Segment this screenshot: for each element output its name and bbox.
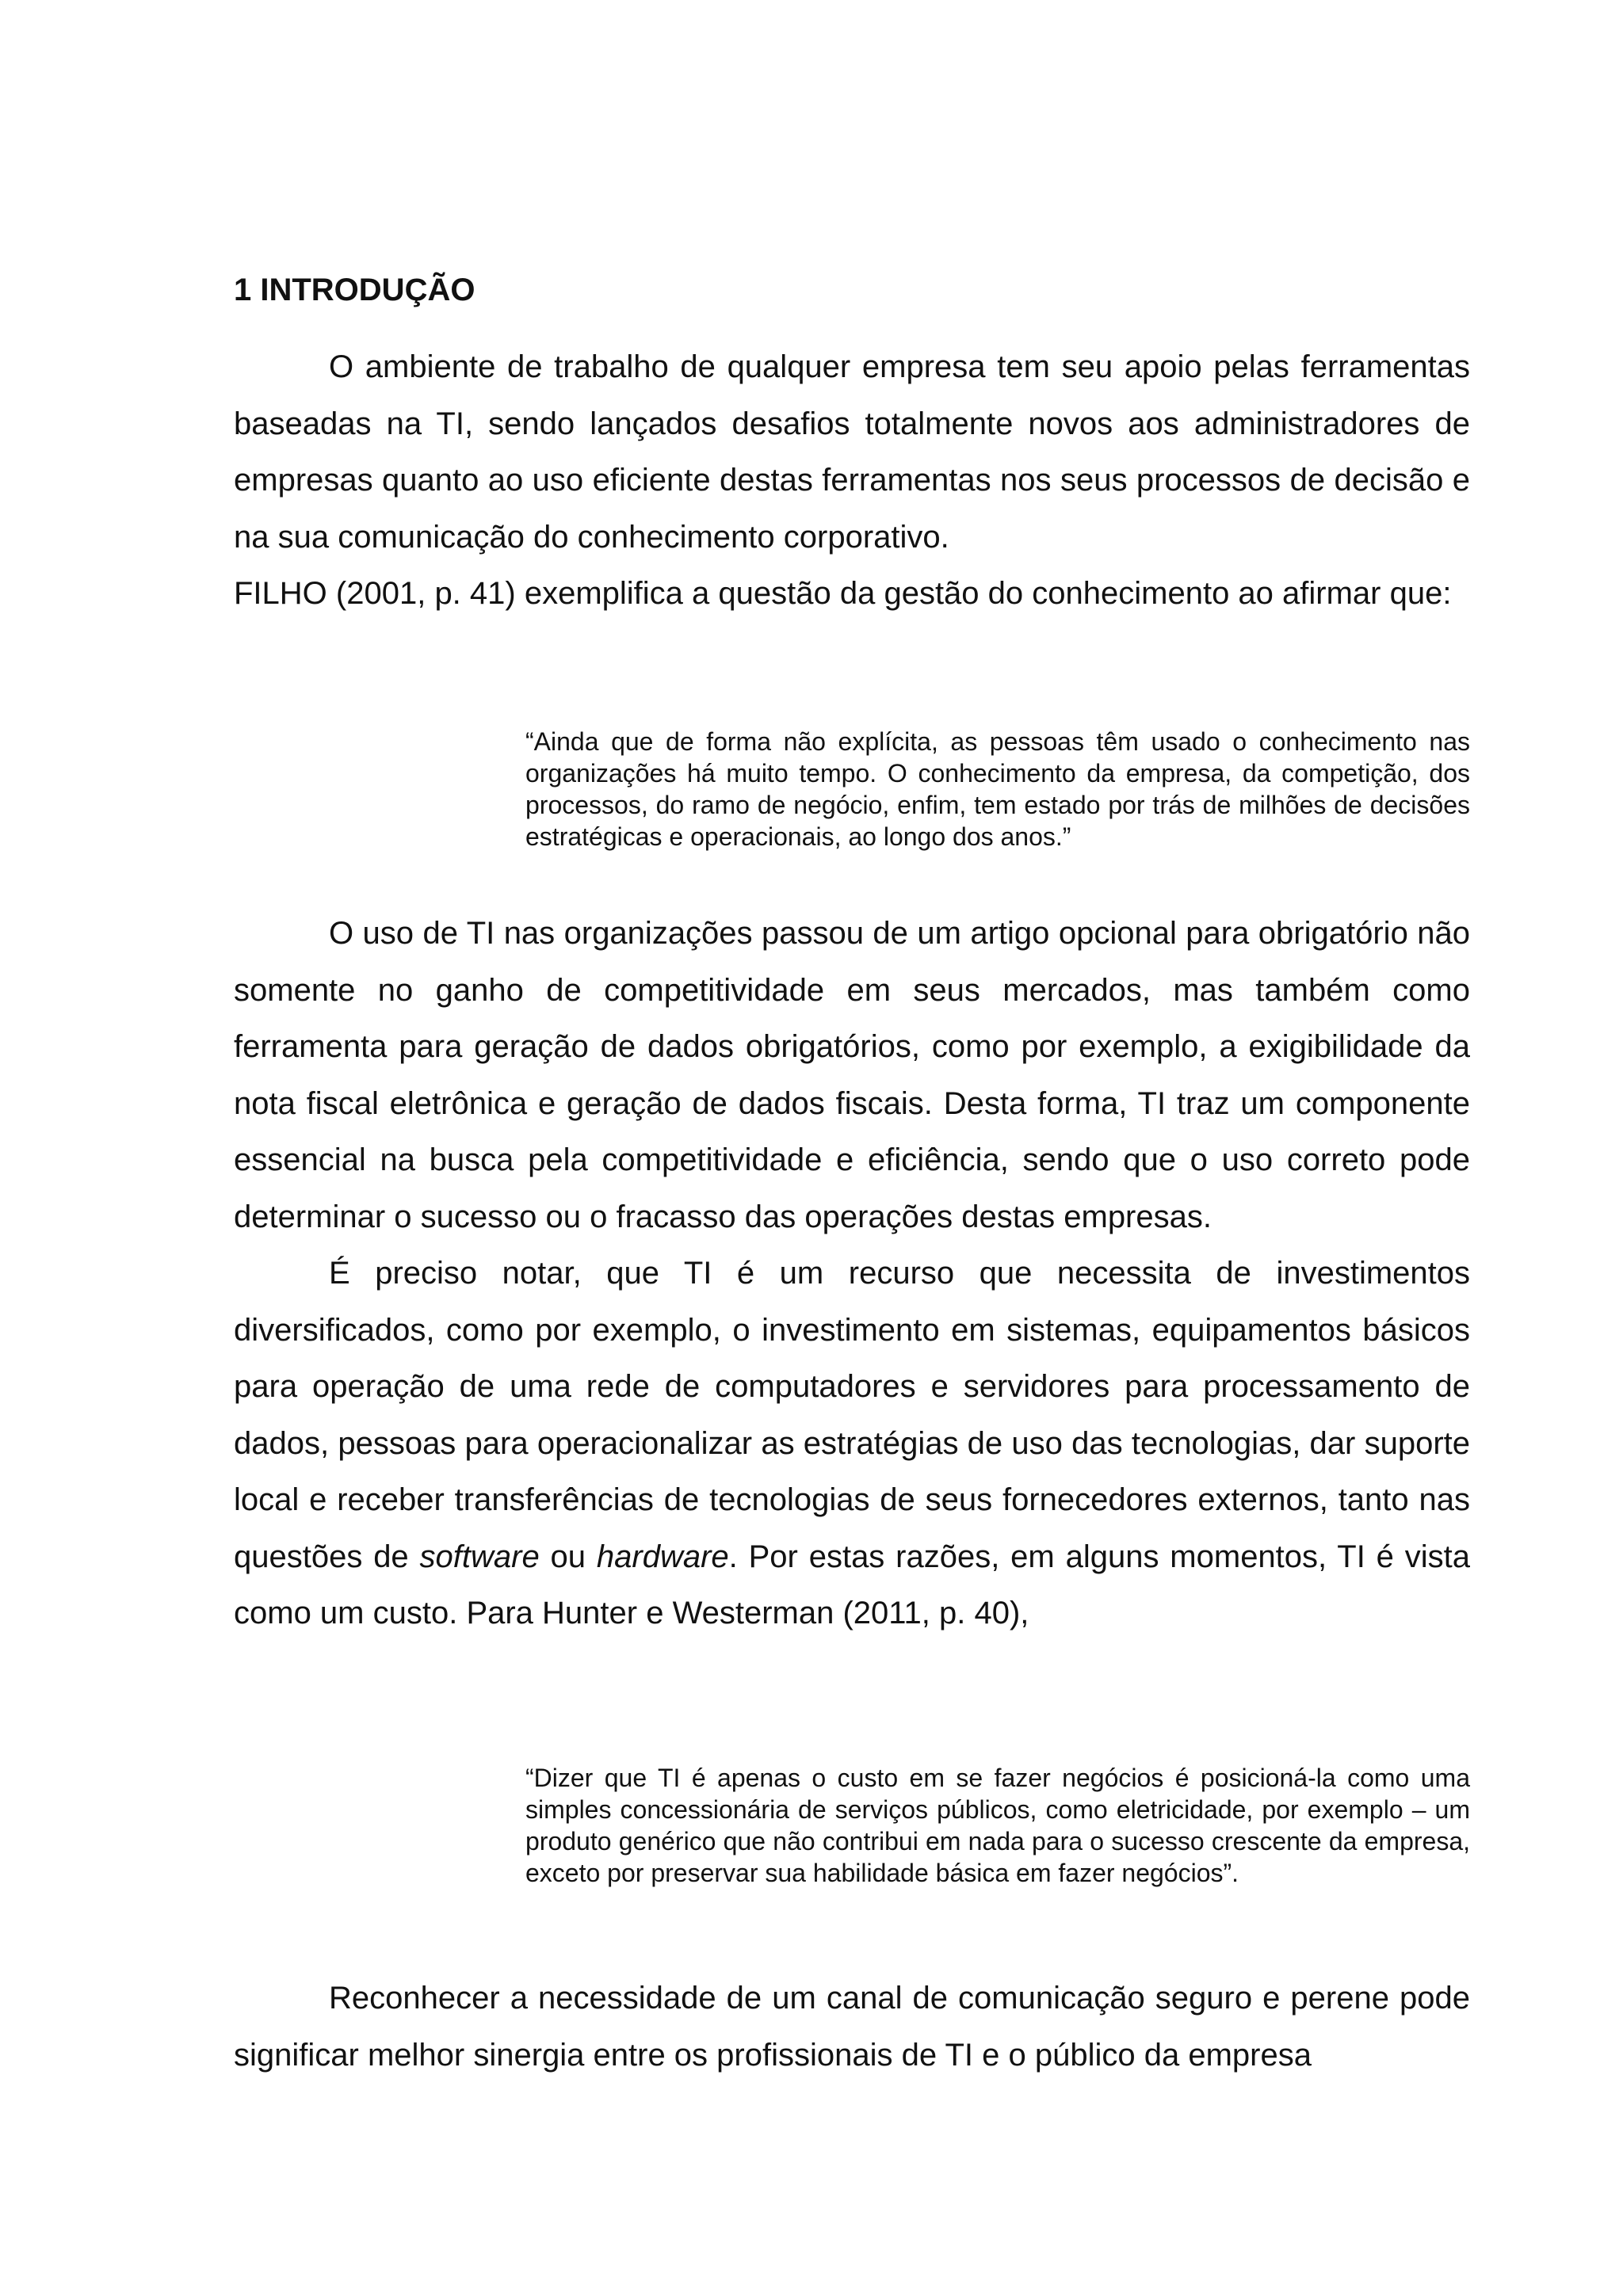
paragraph-4-text-b: ou xyxy=(539,1539,597,1574)
paragraph-5: Reconhecer a necessidade de um canal de comunicação seguro e perene pode significar melhor sinergia entre os profissionais de TI e o público da empresa xyxy=(234,1981,1470,2073)
paragraph-4-italic-hardware: hardware xyxy=(596,1539,729,1574)
paragraph-4 xyxy=(234,1245,1470,1642)
block-quote-1: “Ainda que de forma não explícita, as pessoas têm usado o conhecimento nas organizações há muito tempo. O conhecimento da empresa, da competição, dos processos, do ramo de negócio, enfim, tem estado por trás de milhões de decisões estratégicas e operacionais, ao longo dos anos.” xyxy=(525,727,1470,851)
section-heading: 1 INTRODUÇÃO xyxy=(234,273,475,307)
paragraph-1: O ambiente de trabalho de qualquer empresa tem seu apoio pelas ferramentas baseadas na TI, sendo lançados desafios totalmente novos aos administradores de empresas quanto ao uso eficiente destas ferramentas nos seus processos de decisão e na sua comunicação do conhecimento corporativo. xyxy=(234,349,1470,555)
paragraph-3: O uso de TI nas organizações passou de um artigo opcional para obrigatório não somente no ganho de competitividade em seus mercados, mas também como ferramenta para geração de dados obrigatórios, como por exemplo, a exigibilidade da nota fiscal eletrônica e geração de dados fiscais. Desta forma, TI traz um componente essencial na busca pela competitividade e eficiência, sendo que o uso correto pode determinar o sucesso ou o fracasso das operações destas empresas. xyxy=(234,916,1470,1234)
paragraph-4-italic-software: software xyxy=(419,1539,540,1574)
paragraph-2: FILHO (2001, p. 41) exemplifica a questão da gestão do conhecimento ao afirmar que: xyxy=(234,576,1452,611)
block-quote-2: “Dizer que TI é apenas o custo em se fazer negócios é posicioná-la como uma simples concessionária de serviços públicos, como eletricidade, por exemplo – um produto genérico que não contribui em nada para o sucesso crescente da empresa, exceto por preservar sua habilidade básica em fazer negócios”. xyxy=(525,1764,1470,1887)
paragraph-4-text-a: É preciso notar, que TI é um recurso que necessita de investimentos diversificados, como por exemplo, o investimento em sistemas, equipamentos básicos para operação de uma rede de computadores e servidores para processamento de dados, pessoas para operacionalizar as estratégias de uso das tecnologias, dar suporte local e receber transferências de tecnologias de seus fornecedores externos, tanto nas questões de xyxy=(234,1256,1470,1574)
paragraph-4-text-c: . Por estas razões, em alguns momentos, TI é vista como um custo. Para Hunter e Westerman (2011, p. 40), xyxy=(234,1539,1471,1630)
